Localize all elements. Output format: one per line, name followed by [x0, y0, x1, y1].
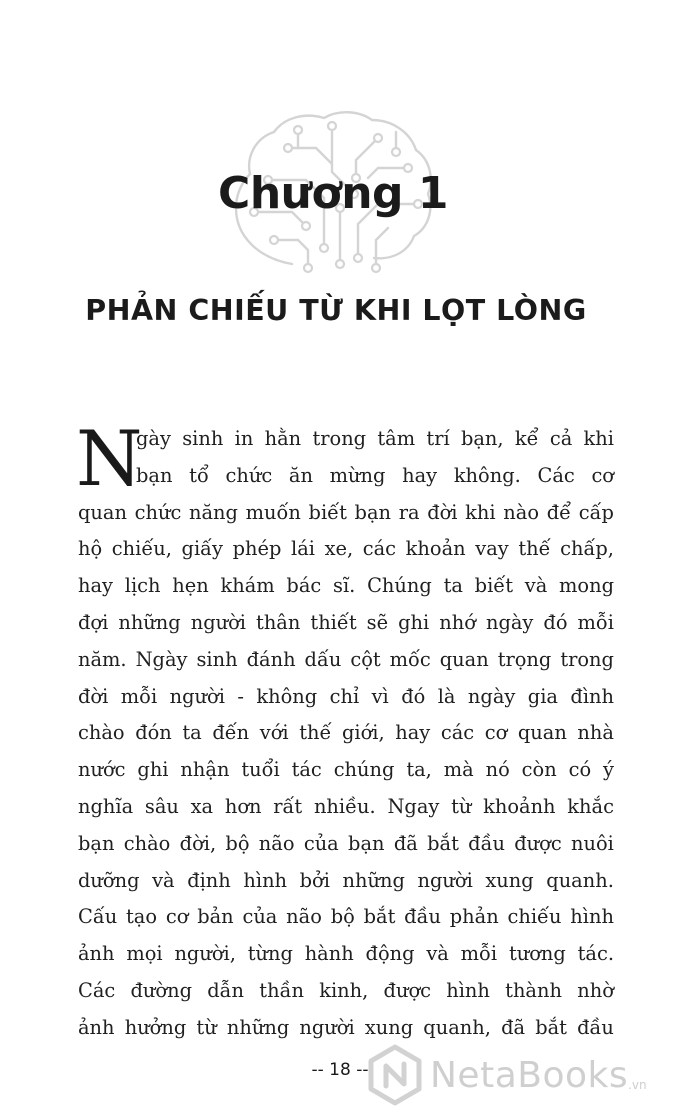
- chapter-subtitle: PHẢN CHIẾU TỪ KHI LỌT LÒNG: [85, 294, 587, 327]
- body-line: nghĩa sâu xa hơn rất nhiều. Ngay từ khoảnh khắc: [78, 794, 614, 818]
- page-number: -- 18 --: [311, 1060, 369, 1080]
- body-paragraph: [76, 414, 614, 1047]
- body-line: hay lịch hẹn khám bác sĩ. Chúng ta biết và mong: [78, 574, 614, 598]
- chapter-title: Chương 1: [218, 168, 448, 219]
- body-line: ảnh mọi người, từng hành động và mỗi tương tác.: [78, 942, 614, 966]
- watermark: [364, 1040, 694, 1110]
- body-line: Các đường dẫn thần kinh, được hình thành nhờ: [78, 978, 614, 1002]
- body-line: quan chức năng muốn biết bạn ra đời khi nào để cấp: [78, 500, 614, 524]
- body-line: hộ chiếu, giấy phép lái xe, các khoản vay thế chấp,: [78, 537, 614, 561]
- drop-cap: N: [76, 414, 143, 503]
- body-line: ảnh hưởng từ những người xung quanh, đã bắt đầu: [78, 1015, 614, 1039]
- body-line: bạn tổ chức ăn mừng hay không. Các cơ: [136, 463, 614, 487]
- body-line: bạn chào đời, bộ não của bạn đã bắt đầu được nuôi: [78, 831, 614, 855]
- body-line: dưỡng và định hình bởi những người xung quanh.: [78, 868, 614, 892]
- netabooks-logo-icon: [364, 1044, 426, 1106]
- body-line: đợi những người thân thiết sẽ ghi nhớ ngày đó mỗi: [78, 610, 614, 634]
- body-line: Cấu tạo cơ bản của não bộ bắt đầu phản chiếu hình: [78, 905, 614, 929]
- body-line: năm. Ngày sinh đánh dấu cột mốc quan trọng trong: [78, 647, 614, 671]
- body-line: đời mỗi người - không chỉ vì đó là ngày gia đình: [78, 684, 614, 708]
- body-line: chào đón ta đến với thế giới, hay các cơ quan nhà: [78, 721, 614, 745]
- watermark-suffix: .vn: [628, 1078, 647, 1092]
- body-line: gày sinh in hằn trong tâm trí bạn, kể cả khi: [136, 427, 614, 450]
- watermark-brand: NetaBooks: [430, 1054, 629, 1096]
- body-line: nước ghi nhận tuổi tác chúng ta, mà nó còn có ý: [78, 758, 614, 782]
